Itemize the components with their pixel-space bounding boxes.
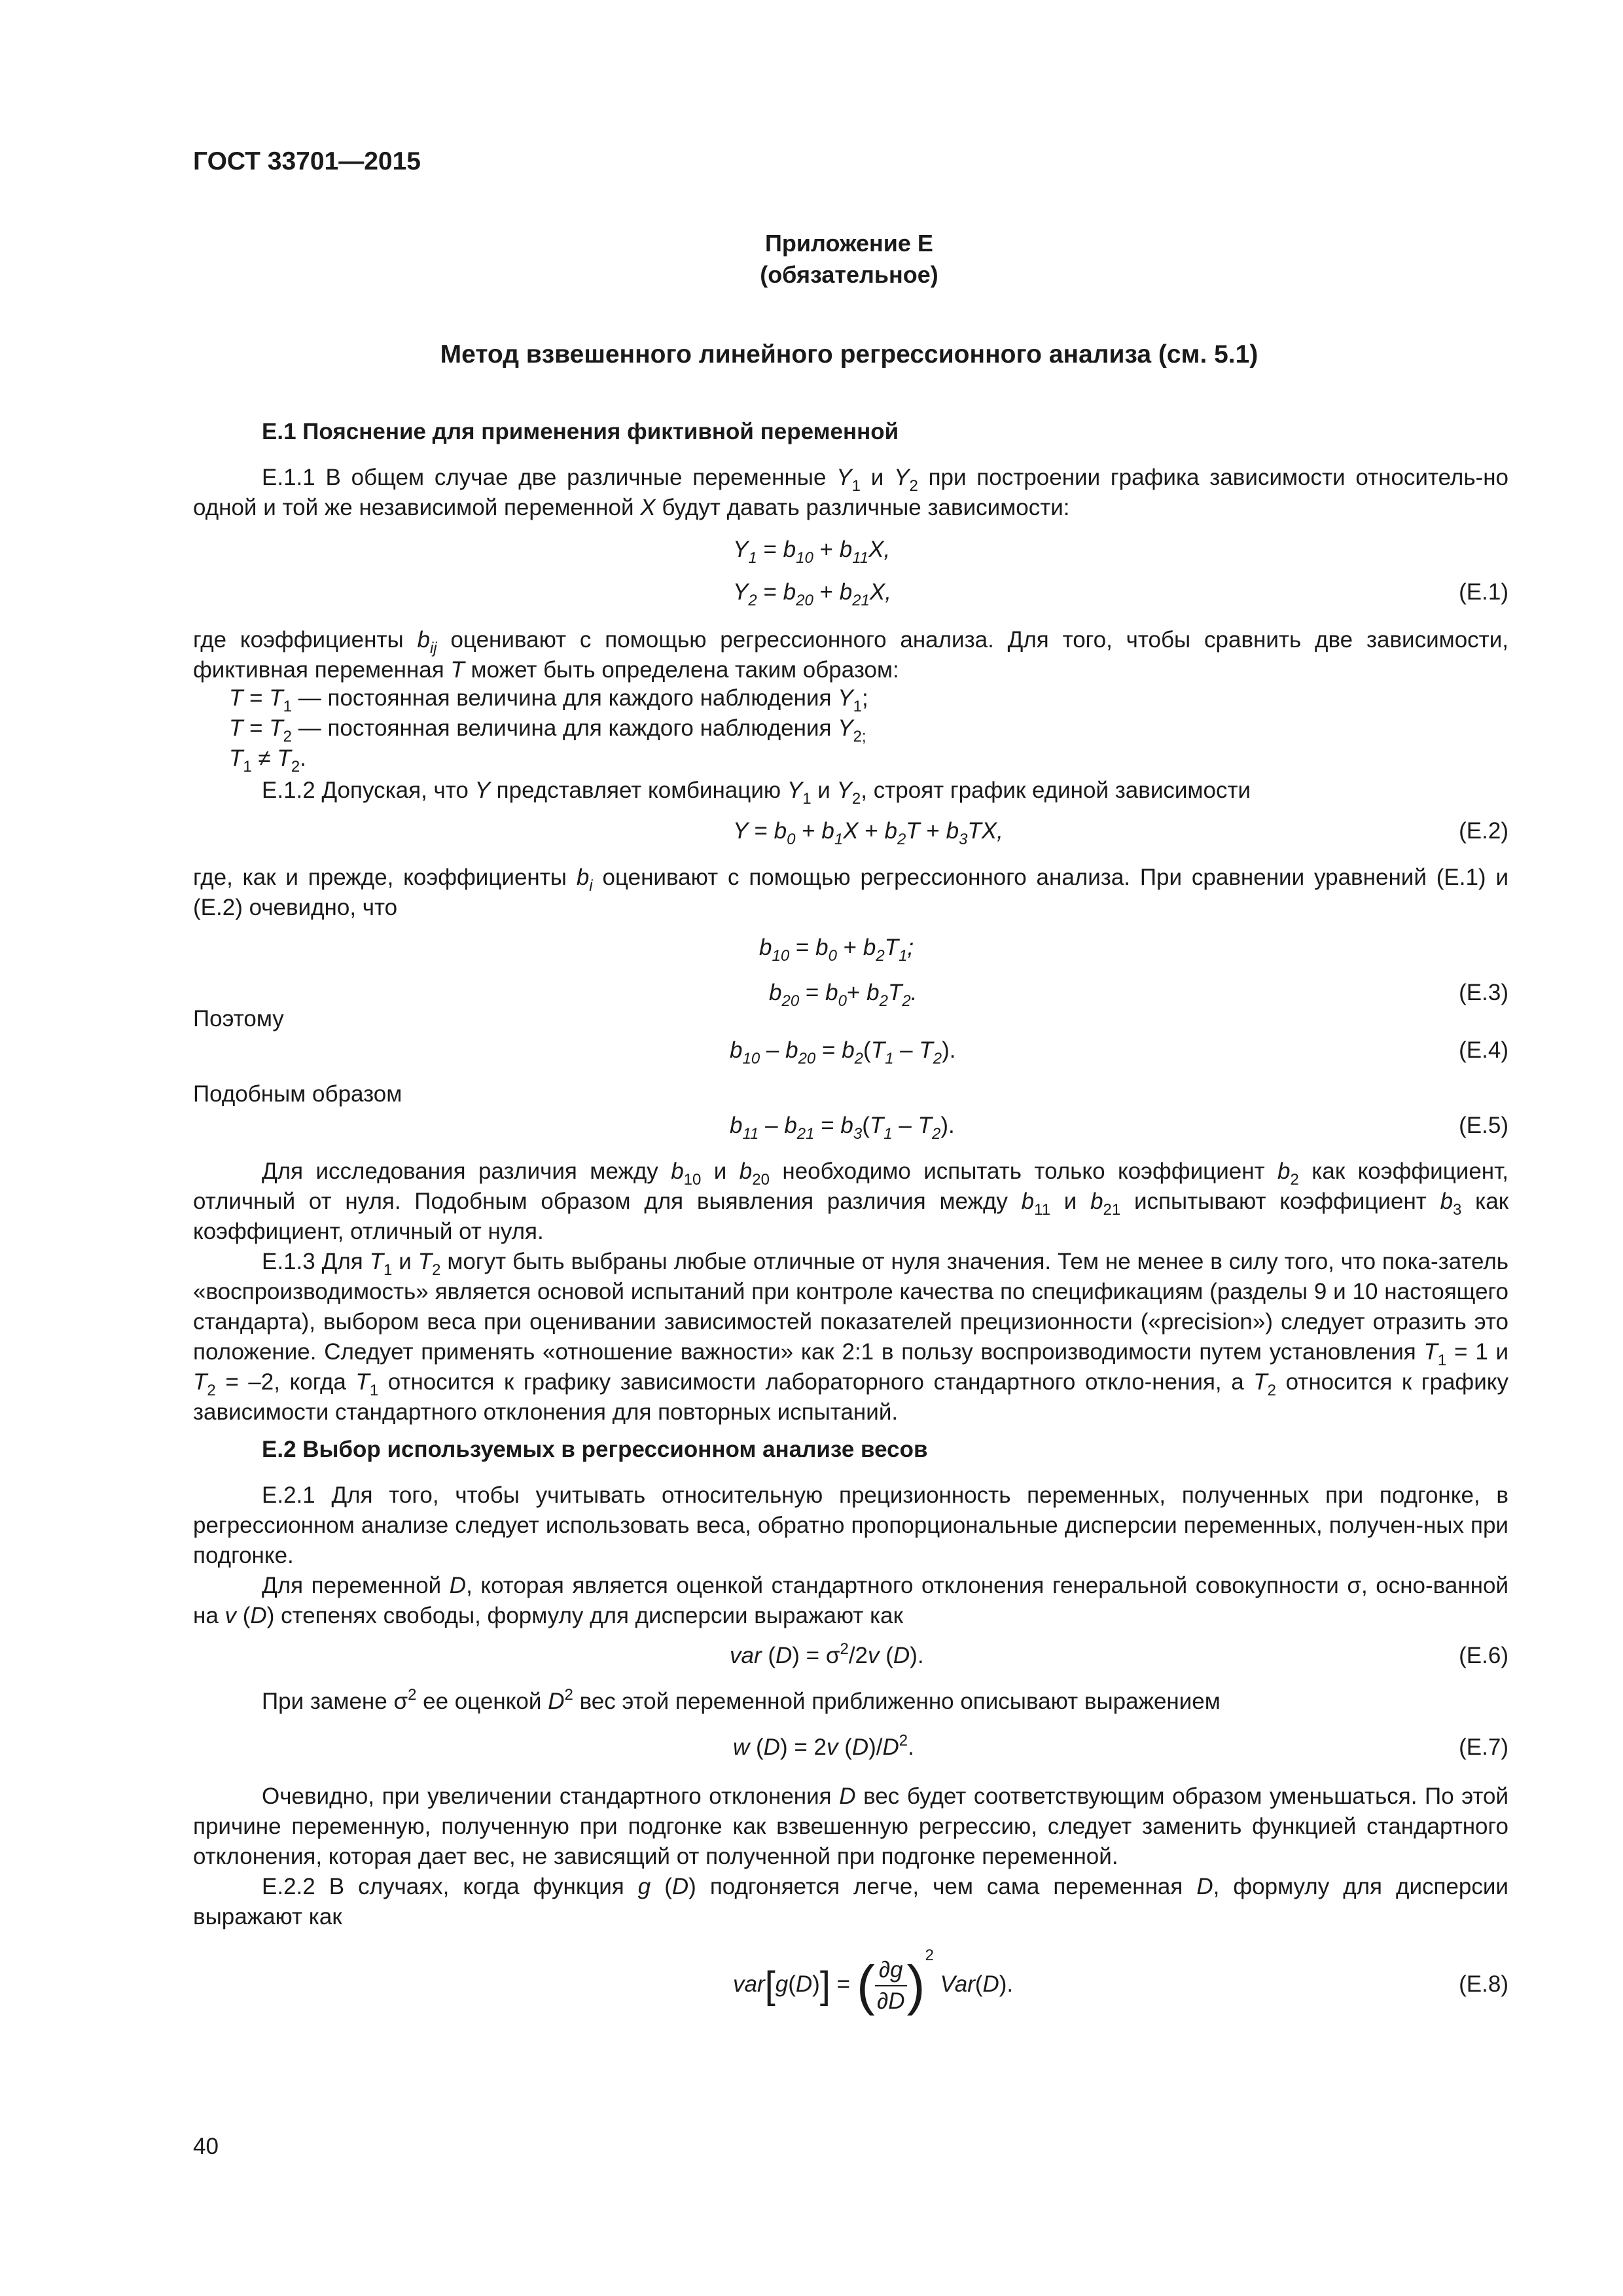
section-heading-e1: Е.1 Пояснение для применения фиктивной переменной [262, 419, 899, 444]
paragraph-difference: Для исследования различия между $b_{10}$ и $b_{20}$ необходимо испытать только коэффициент $b_2$ как коэффициент, отличный от нуля. Подобным образом для выявления различия между $b_{11}$ и $b_{21}$ испытывают коэффициент $b_3$ как коэффициент, отличный от нуля. [193, 1158, 1509, 1244]
paragraph-weight-change: Очевидно, при увеличении стандартного отклонения D вес будет соответствующим образом уменьшаться. По этой причине переменную, полученную при подгонке как взвешенную регрессию, следует заменить функцией стандартного отклонения, которая дает вес, не зависящий от полученной при подгонке переменной. [193, 1784, 1508, 1869]
paragraph-e2-2: Е.2.2 В случаях, когда функция g (D) подгоняется легче, чем сама переменная D, формулу для дисперсии выражают как [193, 1874, 1508, 1929]
where-coef-text: где коэффициенты [193, 627, 404, 653]
equation-number: (Е.3) [1459, 980, 1508, 1005]
equation-e7: w (D) = 2v $(D)/D^2$. [733, 1732, 914, 1760]
definition-t1: $T = T_1$ — постоянная величина для каждого наблюдения $Y_1$; [229, 685, 868, 715]
weight-intro-part1: При замене [262, 1689, 387, 1714]
partial-derivative-fraction: $\frac{\partial g}{\partial D}$ [875, 1955, 907, 2017]
weight-intro-part2: ее оценкой [423, 1689, 542, 1714]
definition-t2: $T = T_2$ — постоянная величина для каждого наблюдения $Y_{2;}$ [229, 715, 866, 745]
const-text: — постоянная величина для каждого наблюдения [298, 685, 832, 711]
equation-number: (Е.6) [1459, 1643, 1508, 1668]
paragraph-coefficients: где коэффициенты $b_{ij}$ оценивают с помощью регрессионного анализа. Для того, чтобы сравнить две зависимости, фиктивная переменная T может быть определена таким образом: [193, 627, 1508, 683]
standard-header: ГОСТ 33701—2015 [193, 147, 421, 175]
where-coef-rest: оценивают с помощью регрессионного анализа. Для того, чтобы сравнить две зависимости, фиктивная переменная [193, 627, 1508, 683]
equation-number: (Е.1) [1459, 579, 1508, 605]
definition-inequality: $T_1 \ne T_2$. [229, 745, 306, 776]
paragraph-variance: Для переменной D, которая является оценкой стандартного отклонения генеральной совокупности σ, осно-ванной на v (D) степенях свободы, формулу для дисперсии выражают как [193, 1573, 1509, 1628]
appendix-title: Приложение Е [765, 230, 933, 257]
weight-intro: При замене $\sigma^2$ ее оценкой $D^2$ вес этой переменной приближенно описывают выражением [262, 1686, 1221, 1714]
main-title: Метод взвешенного линейного регрессионного анализа (см. 5.1) [440, 340, 1258, 368]
equation-number: (Е.2) [1459, 818, 1508, 844]
appendix-status: (обязательное) [760, 261, 938, 288]
equation-e2: $Y = b_0 + b_1X + b_2T + b_3TX$, [733, 818, 1003, 848]
therefore-text: Поэтому [193, 1006, 284, 1031]
page-number: 40 [193, 2134, 219, 2159]
equation-e5: $b_{11} - b_{21} = b_3(T_1 - T_2)$. [730, 1113, 955, 1143]
paragraph-e2-1: Е.2.1 Для того, чтобы учитывать относительную прецизионность переменных, полученных при подгонке, в регрессионном анализе следует использовать веса, обратно пропорциональные дисперсии переменных, получен-ных при подгонке. [193, 1482, 1508, 1568]
equation-e1-line2: $Y_2 = b_{20} + b_{21}X$, [733, 579, 891, 609]
equation-number: (Е.4) [1459, 1037, 1508, 1063]
where-coef-end: может быть определена таким образом: [471, 657, 899, 683]
section-heading-e2: Е.2 Выбор используемых в регрессионном анализе весов [262, 1437, 928, 1462]
weight-intro-part3: вес этой переменной приближенно описывают выражением [579, 1689, 1221, 1714]
equation-number: (Е.8) [1459, 1971, 1508, 1997]
equation-e8: var[g(D)] = ( $\frac{\partial g}{\partial D}$ )$^2$ Var(D). [733, 1946, 1014, 2016]
paragraph-e1-3: Е.1.3 Для $T_1$ и $T_2$ могут быть выбраны любые отличные от нуля значения. Тем не менее в силу того, что пока-затель «воспроизводимость» является основой испытаний при контроле качества по спецификациям (разделы 9 и 10 настоящего стандарта), выбором веса при оценивании зависимостей показателей прецизионности («precision») следует отразить это положение. Следует применять «отношение важности» как 2:1 в пользу воспроизводимости путем установления $T_1 = 1$ и $T_2 = -2$, когда $T_1$ относится к графику зависимости лабораторного стандартного откло-нения, а $T_2$ относится к графику зависимости стандартного отклонения для повторных испытаний. [193, 1249, 1508, 1425]
equation-number: (Е.7) [1459, 1734, 1508, 1760]
appendix-heading [0, 228, 1623, 291]
equation-e4: $b_{10} - b_{20} = b_2(T_1 - T_2)$. [730, 1037, 956, 1067]
equation-e3-line2: $b_{20} = b_0+ b_2T_2$. [769, 980, 918, 1010]
paragraph-e1-1: Е.1.1 В общем случае две различные переменные $Y_1$ и $Y_2$ при построении графика зависимости относитель-но одной и той же независимой переменной X будут давать различные зависимости: [193, 465, 1509, 520]
equation-e3-line1: $b_{10} = b_0 + b_2T_1$; [759, 935, 914, 965]
paragraph-comparison: где, как и прежде, коэффициенты $b_i$ оценивают с помощью регрессионного анализа. При сравнении уравнений (Е.1) и (Е.2) очевидно, что [193, 865, 1508, 920]
equation-e6: var $(D) = \sigma^2/2v$ (D). [730, 1640, 924, 1668]
similarly-text: Подобным образом [193, 1081, 402, 1107]
paragraph-e1-2: Е.1.2 Допуская, что Y представляет комбинацию $Y_1$ и $Y_2$, строят график единой зависимости [262, 778, 1251, 808]
equation-number: (Е.5) [1459, 1113, 1508, 1138]
equation-e1-line1: $Y_1 = b_{10} + b_{11}X$, [733, 537, 891, 567]
